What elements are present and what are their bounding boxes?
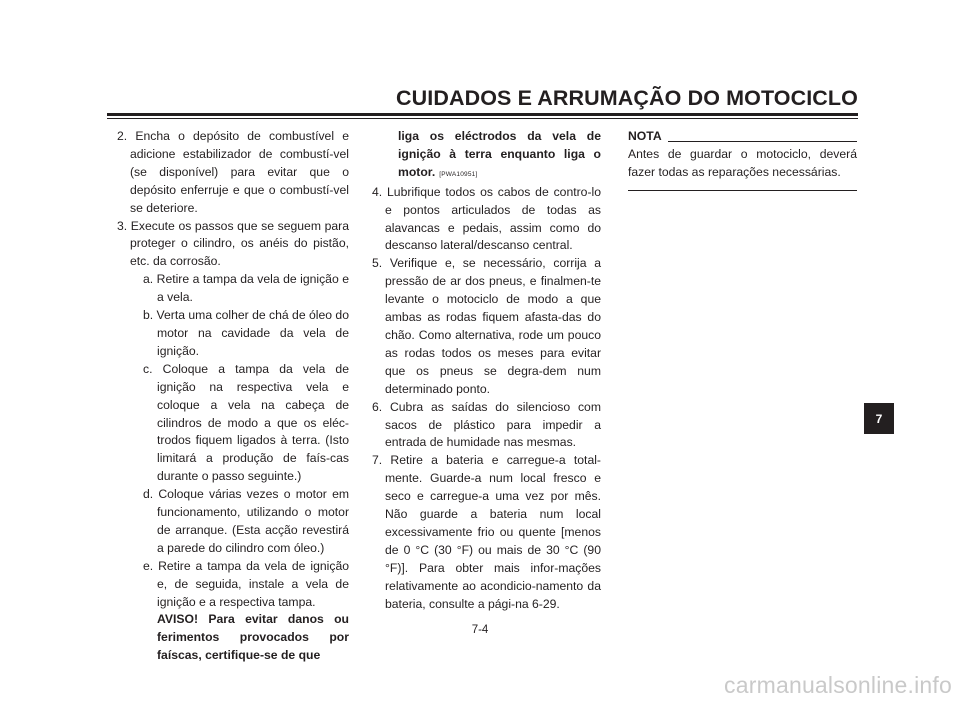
header-rule-thick (107, 113, 858, 116)
step-3b: b. Verta uma colher de chá de óleo do motor na cavidade da vela de ignição. (143, 308, 349, 358)
step-5: 5. Verifique e, se necessário, corrija a pressão de ar dos pneus, e finalmen-te levante o motociclo de modo a que ambas as rodas fiquem afasta-das do chão. Como alternativa, rode um pouco as rodas todos os meses para evitar que os pneus se degra-dem num determinado ponto. (372, 256, 601, 396)
header-rule-thin (107, 118, 858, 119)
step-3c: c. Coloque a tampa da vela de ignição na respectiva vela e coloque a vela na cabeça de cilindros de modo a que os eléc-trodos fiquem ligados à terra. (Isto limitará a produção de faís-cas durante o passo seguinte.) (143, 361, 349, 484)
warning-code: [PWA10951] (439, 170, 478, 178)
step-7: 7. Retire a bateria e carregue-a total-mente. Guarde-a num local fresco e seco e carregue-a uma vez por mês. Não guarde a bateria num local excessivamente frio ou quente [menos de 0 °C (30 °F) ou mais de 30 °C (90 °F)]. Para obter mais infor-mações relativamente ao acondicio-namento da bateria, consulte a pági-na 6-29. (372, 453, 601, 611)
step-3a: a. Retire a tampa da vela de ignição e a vela. (143, 272, 349, 305)
left-column (117, 128, 349, 665)
note-header (628, 128, 857, 146)
note-text: Antes de guardar o motociclo, deverá fazer todas as reparações necessárias. (628, 146, 857, 179)
warning-continuation (372, 128, 601, 184)
note-header-rule (668, 141, 857, 142)
page-number: 7-4 (471, 624, 489, 636)
middle-column (372, 128, 601, 613)
note-end-rule (628, 190, 857, 191)
step-3: 3. Execute os passos que se seguem para proteger o cilindro, os anéis do pistão, etc. da corrosão. (117, 218, 349, 269)
step-6: 6. Cubra as saídas do silencioso com sacos de plástico para impedir a entrada de humidade nas mesmas. (372, 399, 601, 450)
watermark: carmanualsonline.info (724, 672, 952, 698)
chapter-tab: 7 (864, 403, 894, 434)
right-column (628, 128, 857, 191)
note-title: NOTA (628, 129, 662, 143)
step-2: 2. Encha o depósito de combustível e adicione estabilizador de combustí-vel (se disponível) para evitar que o depósito enferruje e que o combustí-vel se deteriore. (117, 129, 349, 215)
step-3e: e. Retire a tampa da vela de ignição e, de seguida, instale a vela de ignição e a respectiva tampa. (143, 558, 349, 609)
step-4: 4. Lubrifique todos os cabos de contro-lo e pontos articulados de todas as alavancas e pedais, assim como do descanso lateral/descanso central. (372, 184, 601, 253)
page-title: CUIDADOS E ARRUMAÇÃO DO MOTOCICLO (396, 86, 858, 110)
warning-text: AVISO! Para evitar danos ou ferimentos provocados por faíscas, certifique-se de que (157, 612, 349, 663)
warning-continuation-text: liga os eléctrodos da vela de ignição à terra enquanto liga o motor. (398, 129, 601, 179)
step-3d: d. Coloque várias vezes o motor em funcionamento, utilizando o motor de arranque. (Esta acção revestirá a parede do cilindro com óleo.) (143, 487, 349, 555)
